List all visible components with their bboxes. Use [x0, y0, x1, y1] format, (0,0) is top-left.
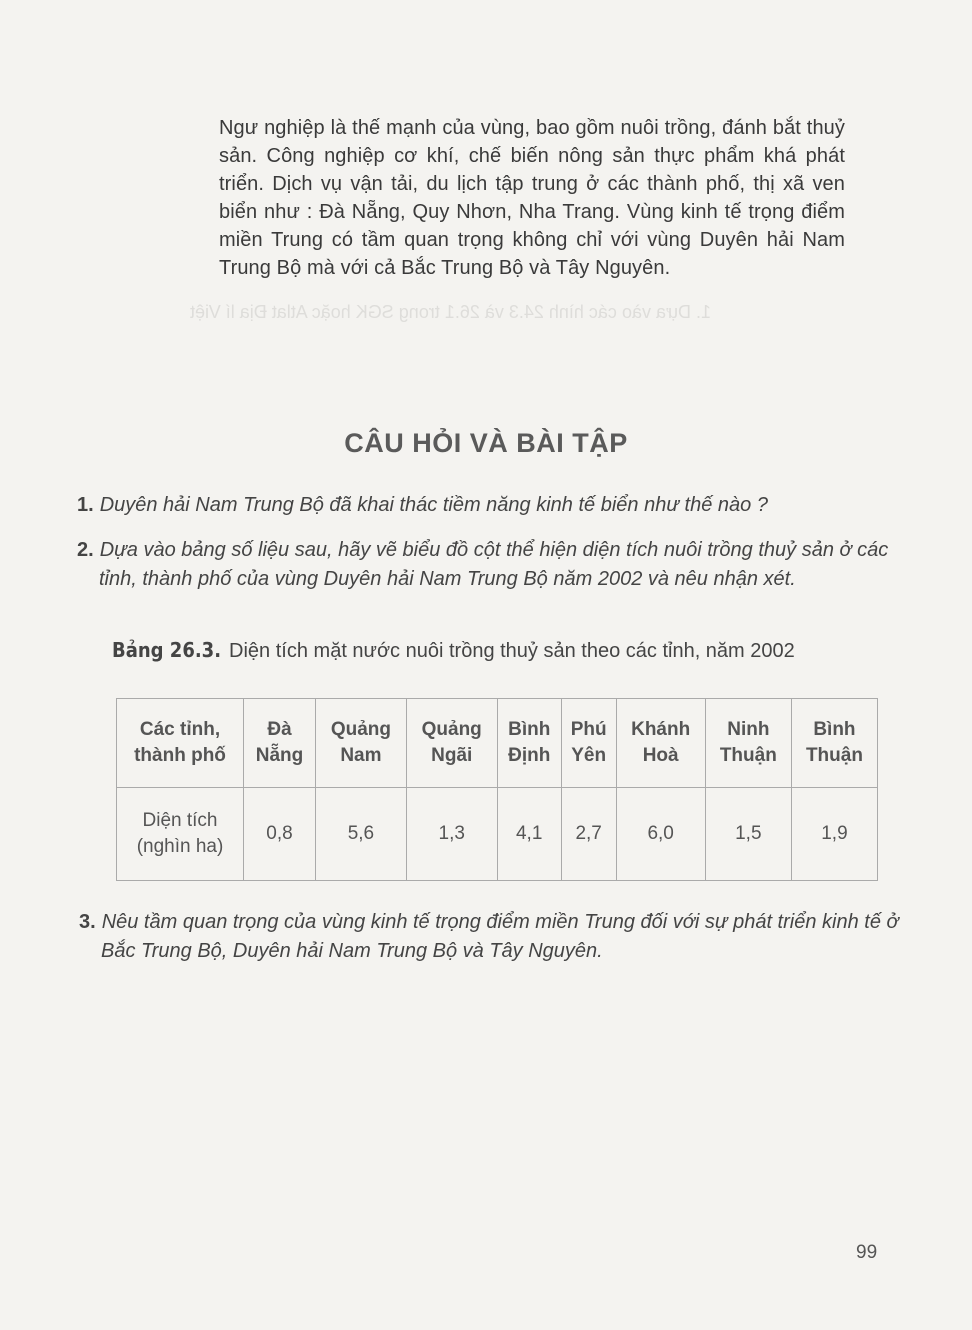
province-cell — [406, 699, 497, 788]
province-name: Bình — [813, 719, 856, 740]
province-name: Định — [508, 745, 551, 766]
table-caption-text: Diện tích mặt nước nuôi trồng thuỷ sản theo các tỉnh, năm 2002 — [229, 640, 795, 662]
page-number: 99 — [856, 1242, 878, 1263]
value-cell: 1,9 — [791, 788, 877, 881]
province-name: Quảng — [421, 719, 482, 740]
aquaculture-table — [116, 698, 878, 881]
province-cell — [244, 699, 316, 788]
province-name: Khánh — [631, 719, 691, 740]
province-name: Ninh — [727, 719, 770, 740]
question-3 — [79, 908, 901, 966]
header-label-cell — [117, 699, 244, 788]
question-1 — [77, 491, 877, 520]
table-data-row — [117, 788, 878, 881]
question-number: 1. — [77, 494, 94, 516]
value-cell: 5,6 — [316, 788, 407, 881]
table-header-row — [117, 699, 878, 788]
province-name: Bình — [508, 719, 551, 740]
question-number: 2. — [77, 539, 94, 561]
province-cell — [561, 699, 616, 788]
question-text: Nêu tầm quan trọng của vùng kinh tế trọng điểm miền Trung đối với sự phát triển kinh tế ở Bắc Trung Bộ, Duyên hải Nam Trung Bộ và Tây Nguyên. — [101, 911, 899, 962]
row-label-line: Diện tích — [142, 810, 218, 831]
province-name: Đà — [267, 719, 292, 740]
province-cell — [497, 699, 561, 788]
bleed-through-text: 1. Dựa vào các hình 24.3 và 26.1 trong SGK hoặc Atlat Địa lí Việt — [190, 302, 712, 322]
province-name: Nam — [340, 745, 382, 766]
province-name: Nẵng — [255, 745, 304, 766]
value-cell: 1,5 — [705, 788, 791, 881]
province-name: Hoà — [642, 745, 679, 766]
province-name: Thuận — [805, 745, 863, 766]
intro-paragraph: Ngư nghiệp là thế mạnh của vùng, bao gồm nuôi trồng, đánh bắt thuỷ sản. Công nghiệp cơ khí, chế biến nông sản thực phẩm khá phát triển. Dịch vụ vận tải, du lịch tập trung ở các thành phố, thị xã ven biển như : Đà Nẵng, Quy Nhơn, Nha Trang. Vùng kinh tế trọng điểm miền Trung có tầm quan trọng không chỉ với vùng Duyên hải Nam Trung Bộ mà với cả Bắc Trung Bộ và Tây Nguyên. — [219, 117, 845, 279]
question-2 — [77, 536, 899, 594]
table-caption-label: Bảng 26.3. — [112, 638, 222, 662]
province-name: Phú — [570, 719, 607, 740]
province-cell — [616, 699, 705, 788]
question-text: Dựa vào bảng số liệu sau, hãy vẽ biểu đồ cột thể hiện diện tích nuôi trồng thuỷ sản ở các tỉnh, thành phố của vùng Duyên hải Nam Trung Bộ năm 2002 và nêu nhận xét. — [99, 539, 889, 590]
province-cell — [705, 699, 791, 788]
province-name: Yên — [571, 745, 607, 766]
province-name: Ngãi — [431, 745, 473, 766]
question-text: Duyên hải Nam Trung Bộ đã khai thác tiềm năng kinh tế biển như thế nào ? — [99, 494, 768, 516]
value-cell: 0,8 — [244, 788, 316, 881]
value-cell: 4,1 — [497, 788, 561, 881]
province-cell — [316, 699, 407, 788]
value-cell: 6,0 — [616, 788, 705, 881]
section-title: CÂU HỎI VÀ BÀI TẬP — [344, 428, 628, 458]
header-label-line: thành phố — [134, 745, 226, 766]
question-number: 3. — [79, 911, 96, 933]
value-cell: 1,3 — [406, 788, 497, 881]
table-caption — [112, 638, 795, 663]
province-cell — [791, 699, 877, 788]
province-name: Thuận — [719, 745, 777, 766]
row-label-cell — [117, 788, 244, 881]
province-name: Quảng — [330, 719, 391, 740]
row-label-line: (nghìn ha) — [136, 836, 224, 857]
header-label-line: Các tỉnh, — [139, 719, 221, 740]
value-cell: 2,7 — [561, 788, 616, 881]
